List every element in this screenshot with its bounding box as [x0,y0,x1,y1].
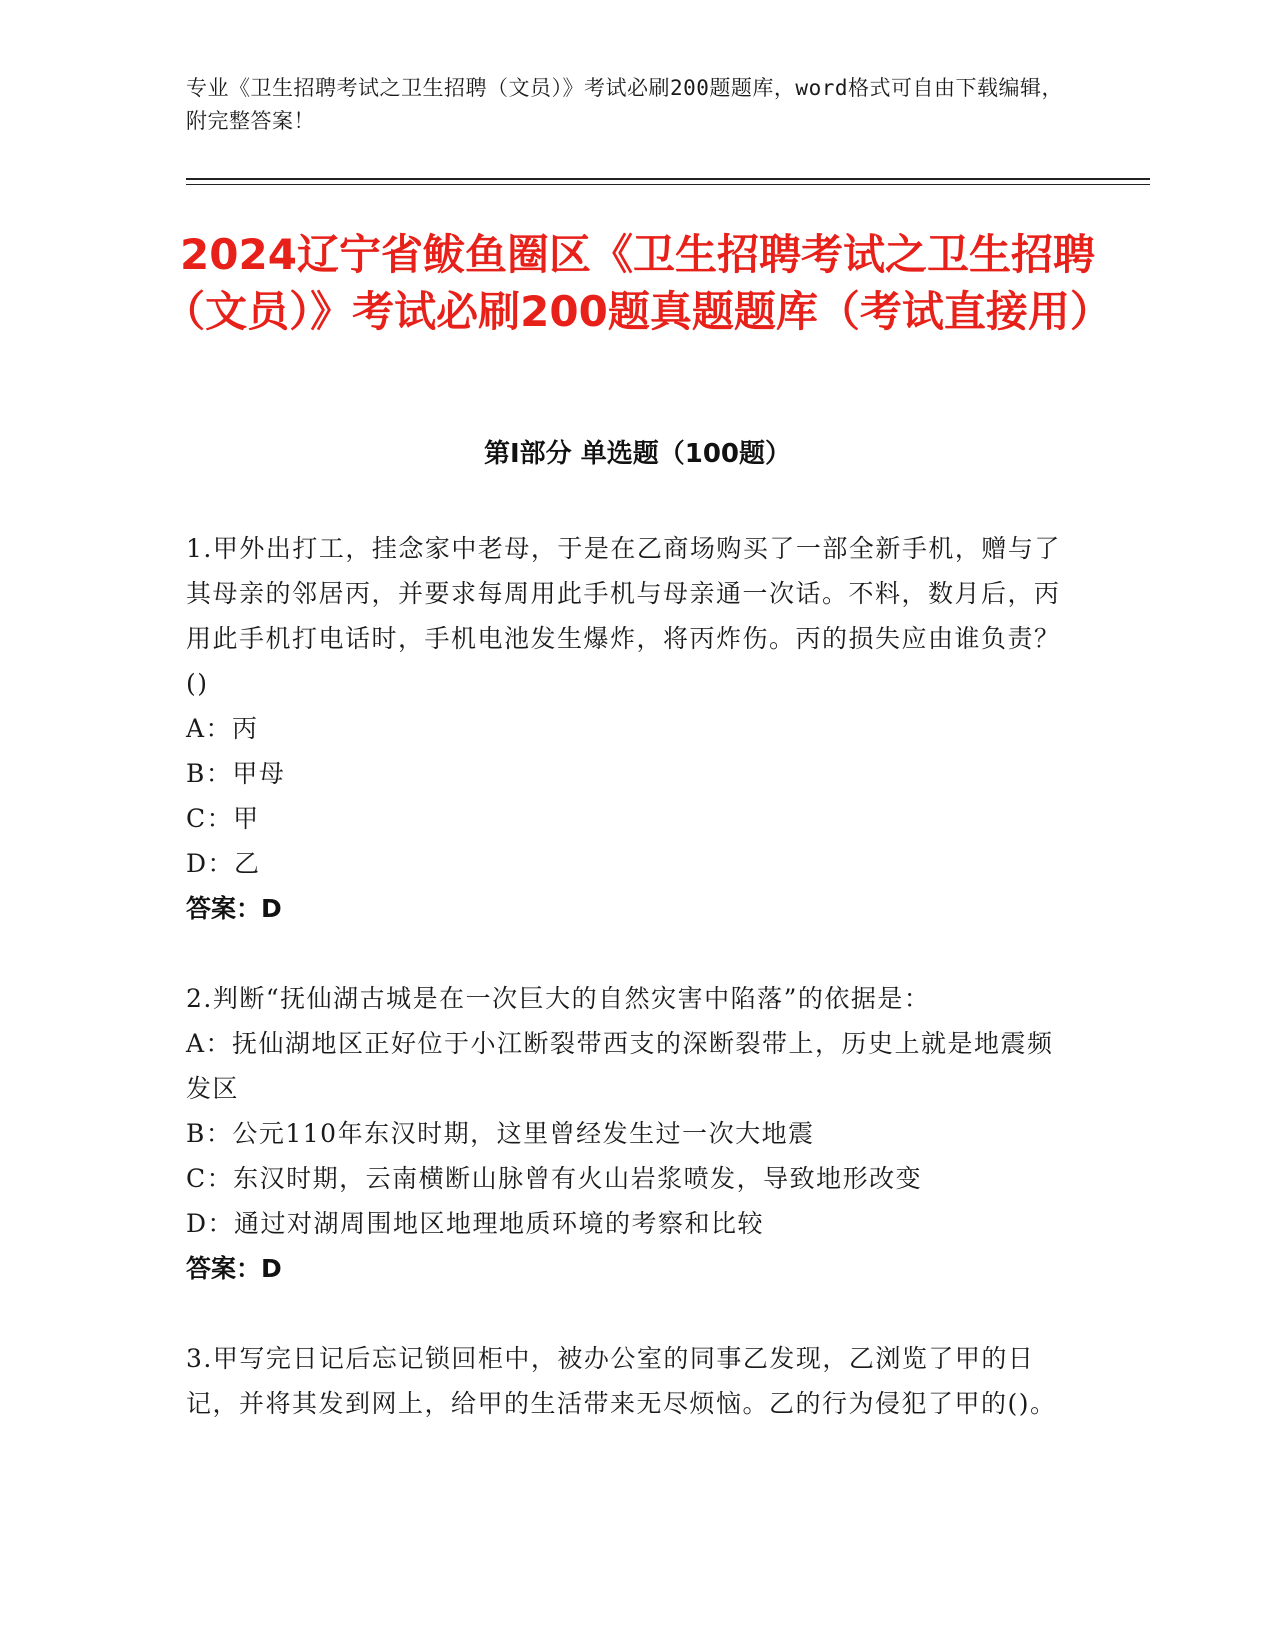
question-1 [186,526,1066,931]
question-3 [186,1336,1066,1426]
header-rule-thick [186,178,1150,180]
document-title: 2024辽宁省鲅鱼圈区《卫生招聘考试之卫生招聘（文员）》考试必刷200题真题题库（考试直接用） [163,230,1112,336]
option-b: B：甲母 [186,759,286,788]
option-c: C：东汉时期，云南横断山脉曾有火山岩浆喷发，导致地形改变 [186,1164,923,1193]
option-d: D：乙 [186,849,261,878]
header-rule-thin [186,184,1150,185]
option-a: A：抚仙湖地区正好位于小江断裂带西支的深断裂带上，历史上就是地震频发区 [186,1029,1054,1103]
question-text: 1.甲外出打工，挂念家中老母，于是在乙商场购买了一部全新手机，赠与了其母亲的邻居丙，并要求每周用此手机与母亲通一次话。不料，数月后，丙用此手机打电话时，手机电池发生爆炸，将丙炸伤。丙的损失应由谁负责？() [186,534,1061,698]
section-title: 第Ⅰ部分 单选题（100题） [484,439,791,469]
option-d: D：通过对湖周围地区地理地质环境的考察和比较 [186,1209,765,1238]
option-c: C：甲 [186,804,260,833]
option-b: B：公元110年东汉时期，这里曾经发生过一次大地震 [186,1119,815,1148]
header-note: 专业《卫生招聘考试之卫生招聘（文员）》考试必刷200题题库，word格式可自由下载编辑，附完整答案！ [186,76,1063,133]
option-a: A：丙 [186,714,259,743]
answer: 答案：D [186,1254,282,1283]
question-2 [186,976,1066,1291]
answer: 答案：D [186,894,282,923]
question-text: 2.判断“抚仙湖古城是在一次巨大的自然灾害中陷落”的依据是： [186,984,931,1013]
question-list [186,526,1066,1471]
question-text: 3.甲写完日记后忘记锁回柜中，被办公室的同事乙发现，乙浏览了甲的日记，并将其发到网上，给甲的生活带来无尽烦恼。乙的行为侵犯了甲的()。 [186,1344,1057,1418]
